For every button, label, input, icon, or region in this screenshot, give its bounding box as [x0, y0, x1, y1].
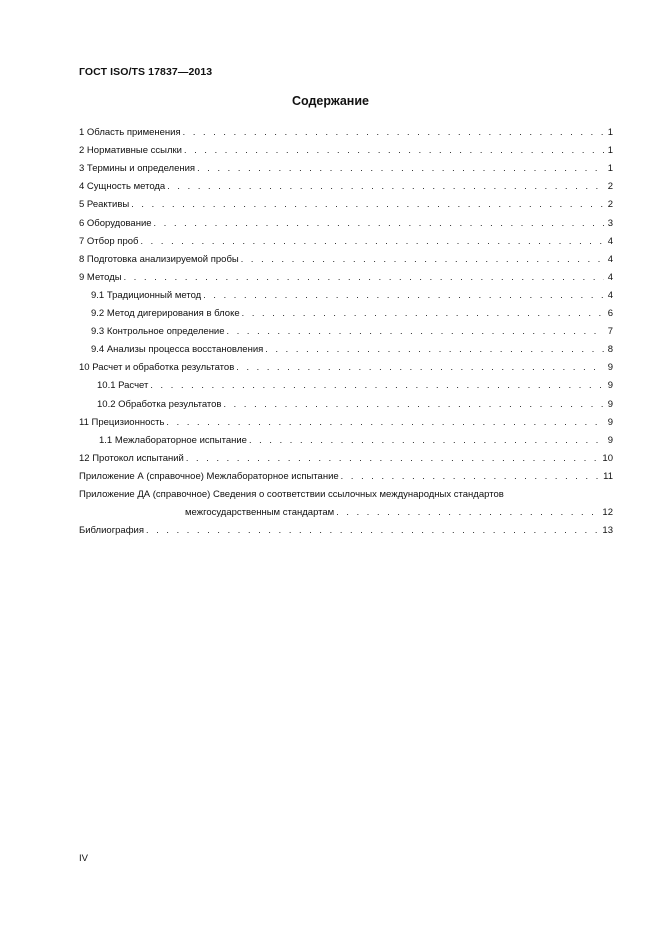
toc-entry-page: 2	[607, 181, 613, 193]
toc-entry-label: 2 Нормативные ссылки	[79, 145, 182, 157]
toc-entry-page: 4	[607, 235, 613, 247]
toc-entry[interactable]	[79, 446, 613, 464]
toc-entry-label: 11 Прецизионность	[79, 416, 165, 428]
toc-entry[interactable]	[79, 410, 613, 428]
toc-dot-leader	[341, 471, 600, 482]
toc-entry-label: 3 Термины и определения	[79, 163, 196, 175]
toc-entry-page: 1	[607, 127, 613, 139]
toc-entry-label: 4 Сущность метода	[79, 181, 166, 193]
toc-entry-page: 3	[607, 217, 613, 229]
toc-entry-label: 1.1 Межлабораторное испытание	[99, 434, 247, 446]
toc-entry[interactable]	[79, 229, 613, 247]
toc-dot-leader	[241, 254, 604, 265]
toc-entry[interactable]	[79, 355, 613, 373]
toc-entry[interactable]	[79, 319, 613, 337]
toc-entry-label: Библиография	[79, 524, 144, 536]
toc-entry-label: Приложение ДА (справочное) Сведения о соответствии ссылочных международных стандартов	[79, 488, 504, 500]
toc-dot-leader	[167, 181, 604, 192]
toc-entry-label: 10.2 Обработка результатов	[97, 398, 222, 410]
toc-dot-leader	[223, 399, 604, 410]
toc-entry-page: 7	[607, 326, 613, 338]
toc-dot-leader	[184, 145, 604, 156]
toc-entry-label: 12 Протокол испытаний	[79, 452, 184, 464]
toc-entry-label: 7 Отбор проб	[79, 235, 139, 247]
toc-dot-leader	[236, 362, 604, 373]
toc-entry-page: 2	[607, 199, 613, 211]
toc-dot-leader	[183, 127, 604, 138]
toc-entry-label: 10 Расчет и обработка результатов	[79, 362, 235, 374]
table-of-contents	[79, 120, 613, 536]
toc-entry-page: 8	[607, 344, 613, 356]
toc-entry[interactable]	[79, 247, 613, 265]
toc-entry-label: 6 Оборудование	[79, 217, 152, 229]
toc-entry-label: Приложение А (справочное) Межлабораторное испытание	[79, 470, 339, 482]
toc-entry-page: 9	[607, 398, 613, 410]
toc-entry-label-continued: межгосударственным стандартам	[185, 506, 335, 518]
toc-entry-label: 10.1 Расчет	[97, 380, 149, 392]
toc-entry[interactable]	[79, 265, 613, 283]
toc-entry-label: 8 Подготовка анализируемой пробы	[79, 253, 239, 265]
toc-dot-leader	[242, 308, 604, 319]
toc-entry[interactable]	[79, 283, 613, 301]
toc-entry-label: 9.3 Контрольное определение	[91, 326, 225, 338]
toc-entry-page: 12	[602, 506, 613, 518]
toc-entry[interactable]	[79, 192, 613, 210]
toc-entry[interactable]	[79, 373, 613, 391]
toc-dot-leader	[336, 507, 599, 518]
toc-entry-page: 9	[607, 416, 613, 428]
toc-entry-page: 9	[607, 380, 613, 392]
toc-entry[interactable]	[79, 174, 613, 192]
toc-dot-leader	[166, 417, 604, 428]
toc-entry[interactable]	[79, 337, 613, 355]
toc-entry-page: 13	[602, 524, 613, 536]
toc-dot-leader	[146, 525, 599, 536]
toc-dot-leader	[150, 380, 604, 391]
toc-dot-leader	[249, 435, 604, 446]
toc-entry-page: 6	[607, 308, 613, 320]
toc-dot-leader	[131, 199, 604, 210]
toc-entry[interactable]	[79, 464, 613, 482]
toc-dot-leader	[227, 326, 604, 337]
toc-entry-page: 4	[607, 253, 613, 265]
toc-entry[interactable]	[79, 156, 613, 174]
document-header: ГОСТ ISO/TS 17837—2013	[79, 66, 213, 78]
toc-entry-page: 1	[607, 163, 613, 175]
toc-entry-page: 1	[607, 145, 613, 157]
toc-entry-label: 9.1 Традиционный метод	[91, 289, 202, 301]
toc-entry[interactable]	[79, 210, 613, 228]
toc-dot-leader	[203, 290, 604, 301]
page-number: IV	[79, 853, 88, 864]
page-title: Содержание	[291, 94, 369, 108]
toc-entry-label: 9 Методы	[79, 271, 122, 283]
toc-entry-page: 11	[603, 470, 613, 482]
toc-entry-page: 4	[607, 271, 613, 283]
toc-entry-label: 9.2 Метод дигерирования в блоке	[91, 308, 240, 320]
toc-entry[interactable]	[79, 391, 613, 409]
toc-entry[interactable]	[79, 138, 613, 156]
toc-entry[interactable]	[79, 120, 613, 138]
toc-entry-page: 4	[607, 289, 613, 301]
toc-dot-leader	[265, 344, 604, 355]
toc-entry[interactable]	[79, 301, 613, 319]
toc-dot-leader	[186, 453, 600, 464]
toc-entry-label: 5 Реактивы	[79, 199, 130, 211]
toc-dot-leader	[140, 236, 604, 247]
toc-entry-page: 9	[607, 434, 613, 446]
toc-entry-page: 10	[602, 452, 613, 464]
toc-entry-label: 1 Область применения	[79, 127, 181, 139]
toc-entry[interactable]	[79, 428, 613, 446]
toc-dot-leader	[124, 272, 604, 283]
toc-entry-annex-da[interactable]	[79, 482, 613, 518]
toc-entry-bibliography[interactable]	[79, 518, 613, 536]
toc-dot-leader	[197, 163, 604, 174]
toc-dot-leader	[154, 218, 604, 229]
toc-entry-label: 9.4 Анализы процесса восстановления	[91, 344, 264, 356]
toc-entry-page: 9	[607, 362, 613, 374]
